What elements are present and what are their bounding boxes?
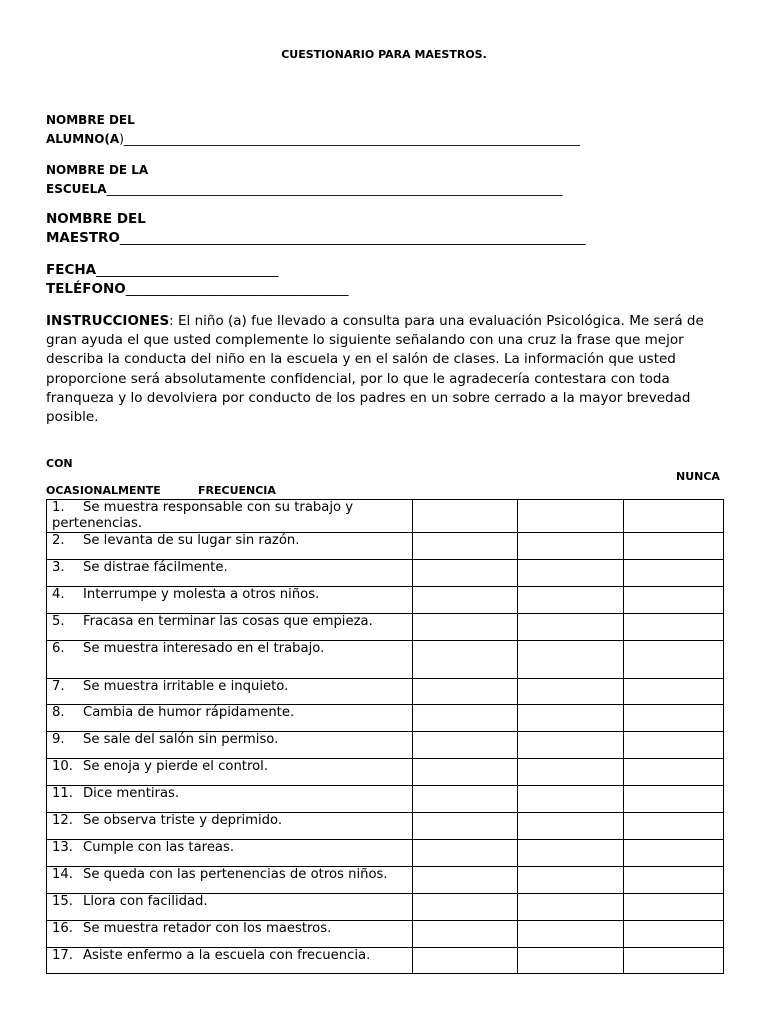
answer-cell-nunca[interactable]: [624, 894, 724, 921]
answer-cell-ocasionalmente[interactable]: [413, 614, 518, 641]
table-row: [47, 921, 724, 948]
question-cell: [47, 921, 413, 948]
header-nunca: NUNCA: [676, 470, 720, 483]
answer-cell-frecuencia[interactable]: [518, 813, 624, 840]
answer-cell-ocasionalmente[interactable]: [413, 679, 518, 705]
question-number: 17.: [52, 948, 73, 963]
table-row: [47, 533, 724, 560]
question-text: Se enoja y pierde el control.: [83, 759, 269, 774]
question-text: Cambia de humor rápidamente.: [83, 705, 295, 720]
table-row: [47, 894, 724, 921]
date-blank[interactable]: ___________________________: [96, 262, 279, 278]
instructions-paragraph: [46, 312, 726, 427]
instructions-text: : El niño (a) fue llevado a consulta para una evaluación Psicológica. Me será de gran ayuda el que usted complemente lo siguiente señalando con una cruz la frase que mejor describa la conducta del niño en la escuela y en el salón de clases. La información que usted proporcione será absolutamente confidencial, por lo que le agradecería contestara con toda franqueza y lo devolviera por conducto de los padres en un sobre cerrado a la mayor brevedad posible.: [46, 313, 704, 426]
teacher-name-label-line1: NOMBRE DEL: [46, 211, 146, 227]
answer-cell-frecuencia[interactable]: [518, 560, 624, 587]
table-row: [47, 867, 724, 894]
answer-cell-frecuencia[interactable]: [518, 786, 624, 813]
question-text: Se queda con las pertenencias de otros niños.: [83, 867, 388, 882]
answer-cell-ocasionalmente[interactable]: [413, 533, 518, 560]
answer-cell-frecuencia[interactable]: [518, 587, 624, 614]
question-text: Se observa triste y deprimido.: [83, 813, 283, 828]
student-name-field[interactable]: [46, 111, 580, 149]
student-name-paren: ): [119, 132, 124, 146]
question-text: Fracasa en terminar las cosas que empieza.: [83, 614, 373, 629]
answer-cell-frecuencia[interactable]: [518, 894, 624, 921]
answer-cell-ocasionalmente[interactable]: [413, 732, 518, 759]
header-ocasionalmente: OCASIONALMENTE: [46, 484, 161, 497]
phone-blank[interactable]: _________________________________: [125, 281, 349, 297]
answer-cell-ocasionalmente[interactable]: [413, 948, 518, 974]
question-cell: [47, 705, 413, 732]
teacher-name-field[interactable]: [46, 210, 586, 248]
table-row: [47, 560, 724, 587]
question-cell: [47, 894, 413, 921]
answer-cell-nunca[interactable]: [624, 867, 724, 894]
answer-cell-frecuencia[interactable]: [518, 614, 624, 641]
answer-cell-frecuencia[interactable]: [518, 840, 624, 867]
question-cell: [47, 641, 413, 679]
answer-cell-nunca[interactable]: [624, 786, 724, 813]
table-row: [47, 813, 724, 840]
school-name-field[interactable]: [46, 161, 563, 199]
answer-cell-frecuencia[interactable]: [518, 948, 624, 974]
school-name-label-line2: ESCUELA: [46, 182, 107, 196]
header-frecuencia: FRECUENCIA: [198, 484, 276, 497]
question-text: Se distrae fácilmente.: [83, 560, 228, 575]
question-cell: [47, 533, 413, 560]
answer-cell-frecuencia[interactable]: [518, 500, 624, 533]
question-text: Se muestra responsable con su trabajo y pertenencias.: [52, 500, 354, 531]
question-cell: [47, 587, 413, 614]
question-number: 12.: [52, 813, 73, 828]
answer-cell-nunca[interactable]: [624, 533, 724, 560]
questionnaire-table: [46, 499, 724, 974]
table-row: [47, 840, 724, 867]
phone-field[interactable]: [46, 280, 348, 299]
table-row: [47, 759, 724, 786]
question-number: 10.: [52, 759, 73, 774]
question-number: 11.: [52, 786, 73, 801]
table-row: [47, 587, 724, 614]
question-cell: [47, 948, 413, 974]
table-row: [47, 705, 724, 732]
question-cell: [47, 867, 413, 894]
question-text: Interrumpe y molesta a otros niños.: [83, 587, 320, 602]
question-number: 13.: [52, 840, 73, 855]
question-number: 4.: [52, 587, 65, 602]
table-row: [47, 732, 724, 759]
question-cell: [47, 840, 413, 867]
question-cell: [47, 732, 413, 759]
answer-cell-ocasionalmente[interactable]: [413, 641, 518, 679]
answer-cell-ocasionalmente[interactable]: [413, 759, 518, 786]
question-cell: [47, 560, 413, 587]
question-text: Cumple con las tareas.: [83, 840, 235, 855]
student-name-label-line1: NOMBRE DEL: [46, 113, 135, 127]
question-text: Se muestra irritable e inquieto.: [83, 679, 289, 694]
table-row: [47, 948, 724, 974]
answer-cell-ocasionalmente[interactable]: [413, 587, 518, 614]
answer-cell-nunca[interactable]: [624, 759, 724, 786]
student-name-blank[interactable]: ____________________________________________________________________________: [123, 132, 580, 146]
question-number: 14.: [52, 867, 73, 882]
table-row: [47, 614, 724, 641]
header-con: CON: [46, 457, 73, 470]
question-number: 7.: [52, 679, 65, 694]
answer-cell-frecuencia[interactable]: [518, 732, 624, 759]
teacher-name-label-line2: MAESTRO: [46, 230, 120, 246]
date-label: FECHA: [46, 262, 97, 278]
question-number: 6.: [52, 641, 65, 656]
answer-cell-nunca[interactable]: [624, 813, 724, 840]
answer-cell-nunca[interactable]: [624, 560, 724, 587]
answer-cell-nunca[interactable]: [624, 840, 724, 867]
question-number: 9.: [52, 732, 65, 747]
table-row: [47, 500, 724, 533]
question-number: 8.: [52, 705, 65, 720]
question-text: Se muestra interesado en el trabajo.: [83, 641, 325, 656]
question-cell: [47, 813, 413, 840]
answer-cell-nunca[interactable]: [624, 587, 724, 614]
answer-cell-nunca[interactable]: [624, 921, 724, 948]
instructions-label: INSTRUCCIONES: [46, 313, 170, 329]
answer-cell-nunca[interactable]: [624, 614, 724, 641]
student-name-label-line2: ALUMNO(A: [46, 132, 120, 146]
answer-cell-nunca[interactable]: [624, 948, 724, 974]
teacher-name-blank[interactable]: _____________________________________________________________________: [119, 230, 586, 246]
question-cell: [47, 500, 413, 533]
school-name-label-line1: NOMBRE DE LA: [46, 163, 149, 177]
answer-cell-frecuencia[interactable]: [518, 679, 624, 705]
question-text: Se sale del salón sin permiso.: [83, 732, 279, 747]
answer-cell-nunca[interactable]: [624, 641, 724, 679]
question-cell: [47, 759, 413, 786]
question-text: Se muestra retador con los maestros.: [83, 921, 332, 936]
question-number: 3.: [52, 560, 65, 575]
answer-cell-ocasionalmente[interactable]: [413, 705, 518, 732]
answer-cell-frecuencia[interactable]: [518, 867, 624, 894]
answer-cell-nunca[interactable]: [624, 679, 724, 705]
document-title: CUESTIONARIO PARA MAESTROS.: [281, 48, 487, 61]
answer-cell-ocasionalmente[interactable]: [413, 921, 518, 948]
phone-label: TELÉFONO: [46, 281, 126, 297]
table-row: [47, 641, 724, 679]
school-name-blank[interactable]: ____________________________________________________________________________: [106, 182, 563, 196]
answer-cell-ocasionalmente[interactable]: [413, 894, 518, 921]
answer-cell-frecuencia[interactable]: [518, 533, 624, 560]
answer-cell-nunca[interactable]: [624, 732, 724, 759]
answer-cell-ocasionalmente[interactable]: [413, 560, 518, 587]
question-cell: [47, 614, 413, 641]
question-number: 16.: [52, 921, 73, 936]
question-number: 5.: [52, 614, 65, 629]
date-phone-fields[interactable]: [46, 261, 348, 299]
date-field[interactable]: [46, 261, 348, 280]
question-cell: [47, 786, 413, 813]
table-row: [47, 786, 724, 813]
answer-cell-ocasionalmente[interactable]: [413, 867, 518, 894]
table-row: [47, 679, 724, 705]
answer-cell-ocasionalmente[interactable]: [413, 813, 518, 840]
question-text: Se levanta de su lugar sin razón.: [83, 533, 300, 548]
answer-cell-frecuencia[interactable]: [518, 705, 624, 732]
question-text: Dice mentiras.: [83, 786, 180, 801]
answer-cell-ocasionalmente[interactable]: [413, 840, 518, 867]
answer-cell-frecuencia[interactable]: [518, 759, 624, 786]
question-number: 15.: [52, 894, 73, 909]
answer-cell-nunca[interactable]: [624, 705, 724, 732]
question-cell: [47, 679, 413, 705]
answer-cell-frecuencia[interactable]: [518, 921, 624, 948]
answer-cell-ocasionalmente[interactable]: [413, 786, 518, 813]
answer-cell-nunca[interactable]: [624, 500, 724, 533]
question-text: Asiste enfermo a la escuela con frecuencia.: [83, 948, 371, 963]
answer-cell-ocasionalmente[interactable]: [413, 500, 518, 533]
question-text: Llora con facilidad.: [83, 894, 208, 909]
question-number: 2.: [52, 533, 65, 548]
question-number: 1.: [52, 500, 65, 515]
answer-cell-frecuencia[interactable]: [518, 641, 624, 679]
